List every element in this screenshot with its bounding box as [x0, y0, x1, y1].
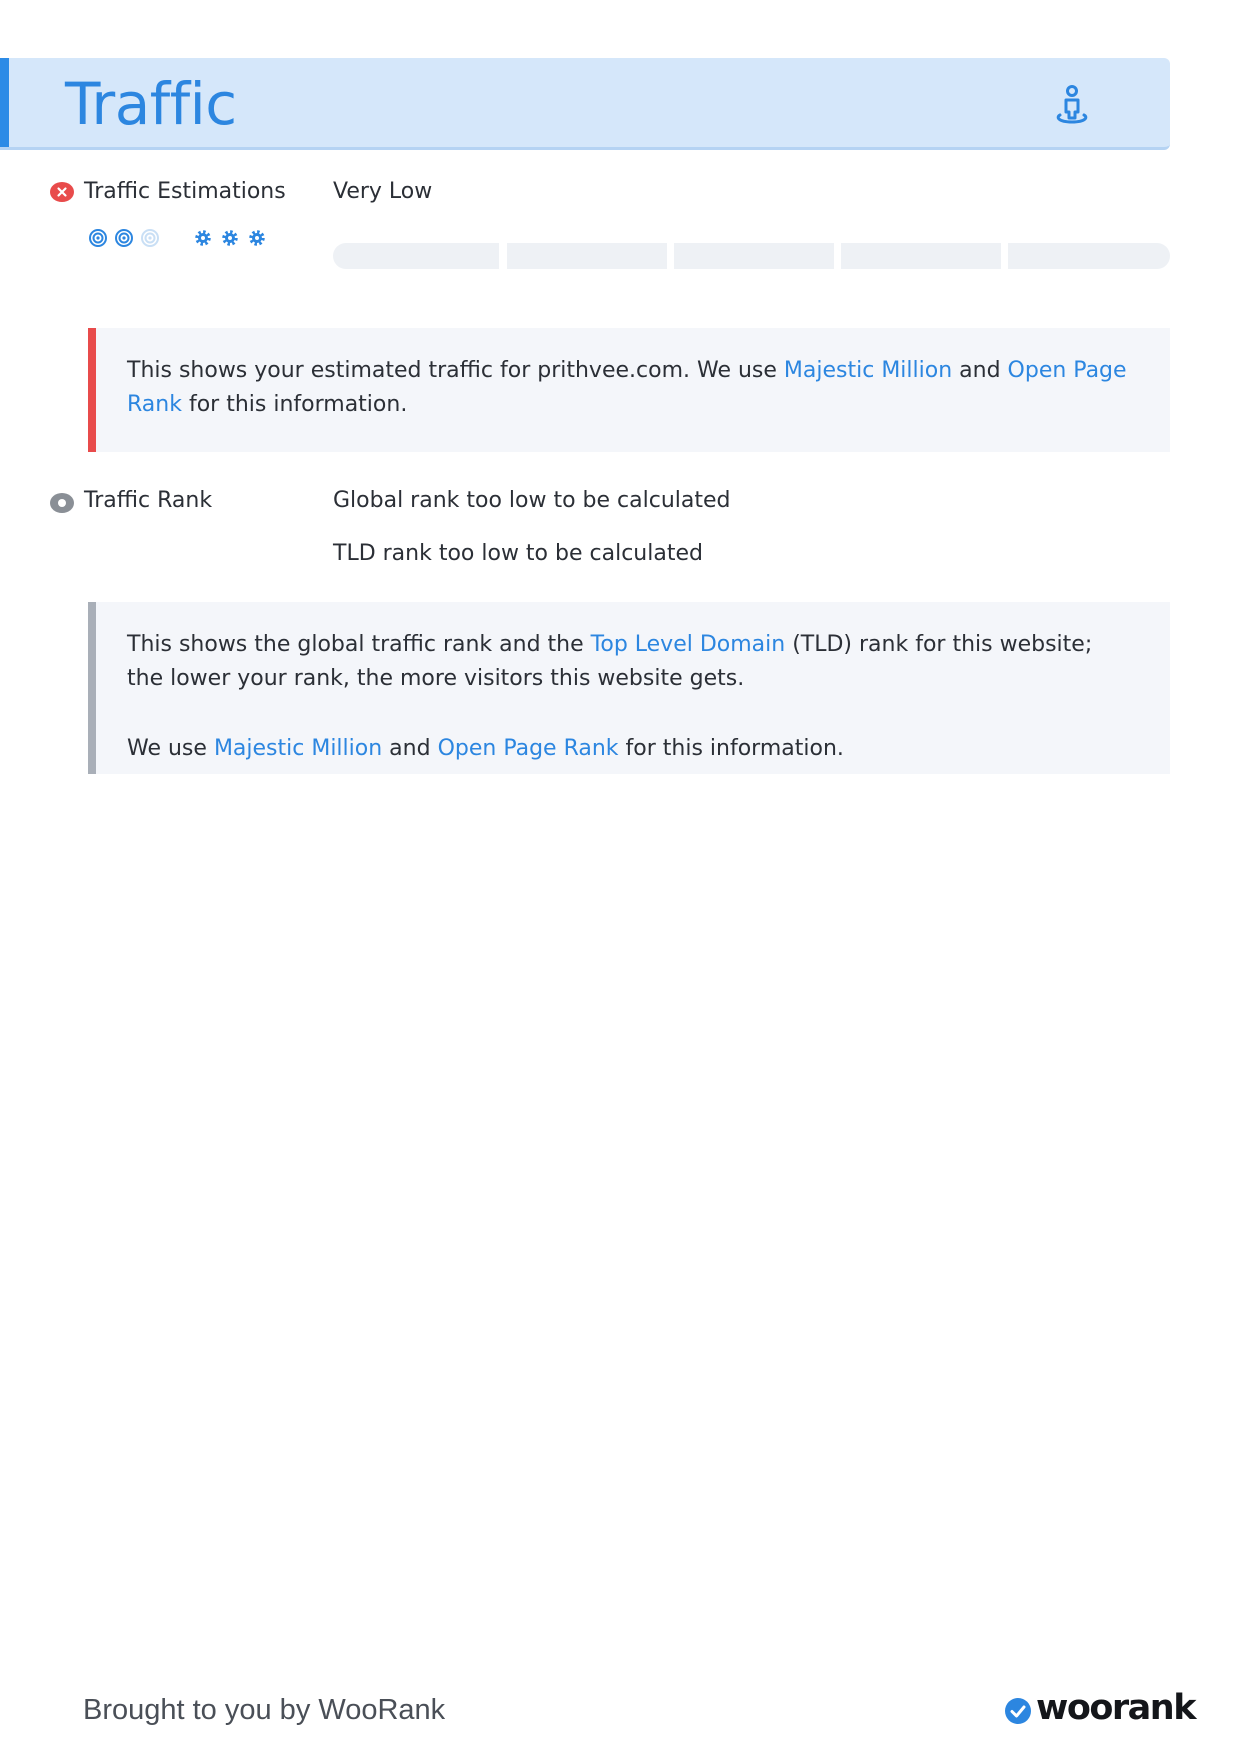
footer-credit: Brought to you by WooRank: [83, 1694, 446, 1726]
gear-icon: [251, 232, 263, 244]
info-text-segment: for this information.: [181, 392, 408, 417]
info-text-segment: This shows your estimated traffic for prithvee.com. We use: [127, 358, 784, 383]
open-page-rank-link[interactable]: Open Page Rank: [127, 358, 1127, 417]
section-title: Traffic: [65, 70, 237, 138]
traffic-estimations-label: Traffic Estimations: [84, 179, 286, 204]
woorank-check-icon: [1004, 1697, 1032, 1725]
target-icon-faded: [142, 230, 158, 246]
section-header: [0, 58, 1170, 150]
info-text: [127, 628, 1134, 696]
traffic-level-segment: [841, 243, 1001, 269]
gear-icon: [197, 232, 209, 244]
info-text: [127, 732, 1134, 766]
header-accent-bar: [0, 58, 9, 147]
info-text: [127, 354, 1134, 422]
woorank-logo-text: woorank: [1036, 1688, 1195, 1728]
traffic-estimations-info: [88, 328, 1170, 452]
map-pin-person-icon: [1054, 84, 1090, 124]
majestic-million-link[interactable]: Majestic Million: [213, 736, 383, 761]
target-icon: [116, 230, 132, 246]
eye-info-icon: [50, 491, 74, 515]
traffic-rank-label: Traffic Rank: [84, 488, 213, 513]
global-rank-value: Global rank too low to be calculated: [333, 488, 731, 513]
traffic-level-bar: [333, 243, 1170, 269]
open-page-rank-link[interactable]: Open Page Rank: [437, 736, 619, 761]
info-text-segment: We use: [127, 736, 214, 761]
info-accent-bar: [88, 328, 96, 452]
traffic-level-segment: [1008, 243, 1170, 269]
info-accent-bar: [88, 602, 96, 774]
traffic-estimations-value: Very Low: [333, 179, 433, 204]
info-text-segment: and: [382, 736, 438, 761]
traffic-level-segment: [507, 243, 667, 269]
traffic-level-segment: [674, 243, 834, 269]
traffic-level-segment: [333, 243, 499, 269]
majestic-million-link[interactable]: Majestic Million: [783, 358, 953, 383]
woorank-logo: [1004, 1688, 1195, 1728]
info-text-segment: and: [952, 358, 1008, 383]
info-text-segment: for this information.: [618, 736, 844, 761]
error-x-icon: [50, 180, 74, 204]
info-text-segment: (TLD) rank for this website; the lower your rank, the more visitors this website gets.: [127, 632, 1093, 691]
traffic-rank-info: [88, 602, 1170, 774]
gear-icon: [224, 232, 236, 244]
importance-difficulty-indicators: [88, 227, 268, 249]
info-text-segment: This shows the global traffic rank and the: [127, 632, 591, 657]
tld-rank-value: TLD rank too low to be calculated: [333, 541, 703, 566]
target-icon: [90, 230, 106, 246]
top-level-domain-link[interactable]: Top Level Domain: [590, 632, 786, 657]
